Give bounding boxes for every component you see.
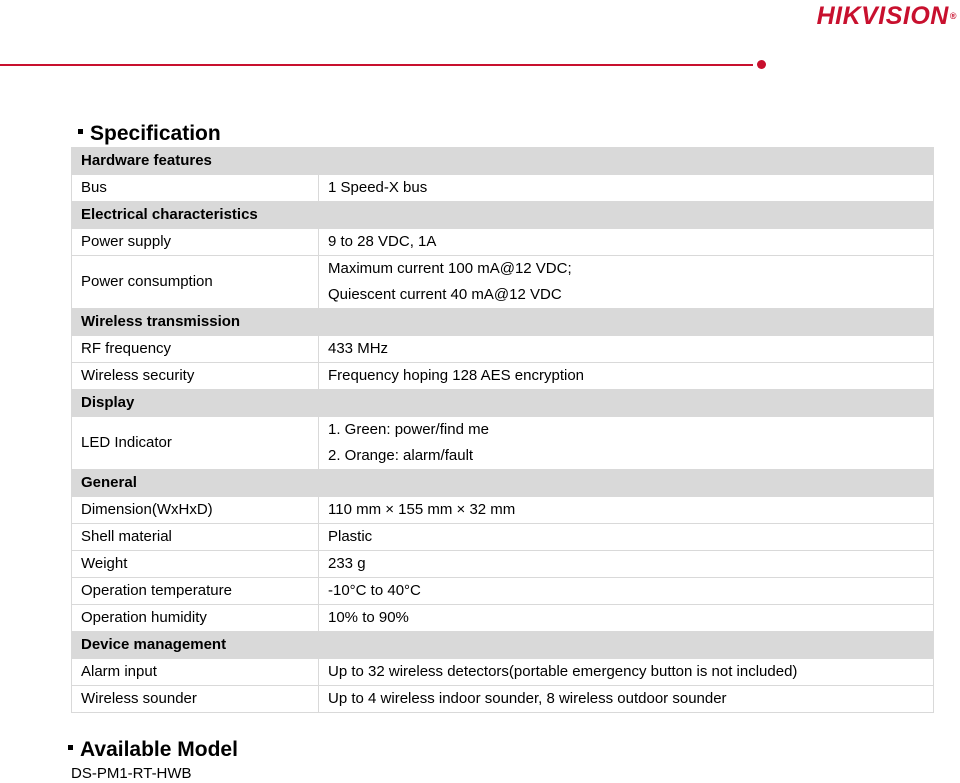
spec-value-line: 1. Green: power/find me bbox=[328, 421, 489, 438]
spec-value bbox=[319, 659, 934, 686]
spec-label: Bus bbox=[72, 175, 319, 202]
spec-value bbox=[319, 256, 934, 309]
table-row bbox=[72, 229, 934, 256]
table-row bbox=[72, 363, 934, 390]
header-dot-icon bbox=[757, 60, 766, 69]
spec-value-line: 1 Speed-X bus bbox=[328, 179, 428, 196]
square-bullet-icon bbox=[68, 745, 73, 750]
specification-table bbox=[71, 147, 934, 713]
spec-label: LED Indicator bbox=[72, 417, 319, 470]
spec-value bbox=[319, 336, 934, 363]
spec-value-line: Maximum current 100 mA@12 VDC; bbox=[328, 260, 572, 277]
table-row bbox=[72, 256, 934, 309]
spec-label: Operation temperature bbox=[72, 578, 319, 605]
spec-value bbox=[319, 363, 934, 390]
spec-value bbox=[319, 524, 934, 551]
spec-label: Power supply bbox=[72, 229, 319, 256]
table-row bbox=[72, 605, 934, 632]
section-heading: Hardware features bbox=[72, 148, 934, 175]
spec-label: RF frequency bbox=[72, 336, 319, 363]
section-header-row bbox=[72, 148, 934, 175]
spec-value bbox=[319, 605, 934, 632]
table-row bbox=[72, 551, 934, 578]
spec-value-line: Up to 32 wireless detectors(portable emergency button is not included) bbox=[328, 663, 798, 680]
table-row bbox=[72, 175, 934, 202]
spec-value bbox=[319, 175, 934, 202]
header-divider bbox=[0, 64, 753, 66]
square-bullet-icon bbox=[78, 129, 83, 134]
spec-label: Alarm input bbox=[72, 659, 319, 686]
table-row bbox=[72, 686, 934, 713]
spec-value-line: Quiescent current 40 mA@12 VDC bbox=[328, 286, 562, 303]
section-heading: Device management bbox=[72, 632, 934, 659]
spec-label: Wireless sounder bbox=[72, 686, 319, 713]
table-row bbox=[72, 524, 934, 551]
spec-label: Operation humidity bbox=[72, 605, 319, 632]
spec-value-line: 110 mm × 155 mm × 32 mm bbox=[328, 501, 516, 518]
spec-value-line: 9 to 28 VDC, 1A bbox=[328, 233, 437, 250]
section-header-row bbox=[72, 632, 934, 659]
spec-label: Shell material bbox=[72, 524, 319, 551]
spec-value-line: Plastic bbox=[328, 528, 373, 545]
model-name: DS-PM1-RT-HWB bbox=[71, 765, 192, 782]
spec-label: Power consumption bbox=[72, 256, 319, 309]
spec-value-line: 233 g bbox=[328, 555, 366, 572]
table-row bbox=[72, 497, 934, 524]
section-header-row bbox=[72, 390, 934, 417]
section-header-row bbox=[72, 470, 934, 497]
spec-value bbox=[319, 686, 934, 713]
table-row bbox=[72, 336, 934, 363]
section-header-row bbox=[72, 309, 934, 336]
spec-label: Dimension(WxHxD) bbox=[72, 497, 319, 524]
spec-value-line: -10°C to 40°C bbox=[328, 582, 421, 599]
table-row bbox=[72, 659, 934, 686]
section-heading: Wireless transmission bbox=[72, 309, 934, 336]
spec-value-line: 10% to 90% bbox=[328, 609, 409, 626]
spec-value bbox=[319, 229, 934, 256]
spec-value-line: Frequency hoping 128 AES encryption bbox=[328, 367, 585, 384]
section-heading: General bbox=[72, 470, 934, 497]
table-row bbox=[72, 417, 934, 470]
spec-label: Wireless security bbox=[72, 363, 319, 390]
spec-value-line: Up to 4 wireless indoor sounder, 8 wireless outdoor sounder bbox=[328, 690, 727, 707]
spec-value-line: 433 MHz bbox=[328, 340, 389, 357]
spec-label: Weight bbox=[72, 551, 319, 578]
section-heading: Electrical characteristics bbox=[72, 202, 934, 229]
spec-value-line: 2. Orange: alarm/fault bbox=[328, 447, 474, 464]
spec-value bbox=[319, 578, 934, 605]
specification-title: Specification bbox=[78, 122, 221, 146]
hikvision-logo: HIKVISION® bbox=[816, 2, 957, 30]
spec-value bbox=[319, 551, 934, 578]
section-heading: Display bbox=[72, 390, 934, 417]
section-header-row bbox=[72, 202, 934, 229]
spec-value bbox=[319, 497, 934, 524]
spec-value bbox=[319, 417, 934, 470]
table-row bbox=[72, 578, 934, 605]
available-model-title: Available Model bbox=[68, 738, 238, 762]
